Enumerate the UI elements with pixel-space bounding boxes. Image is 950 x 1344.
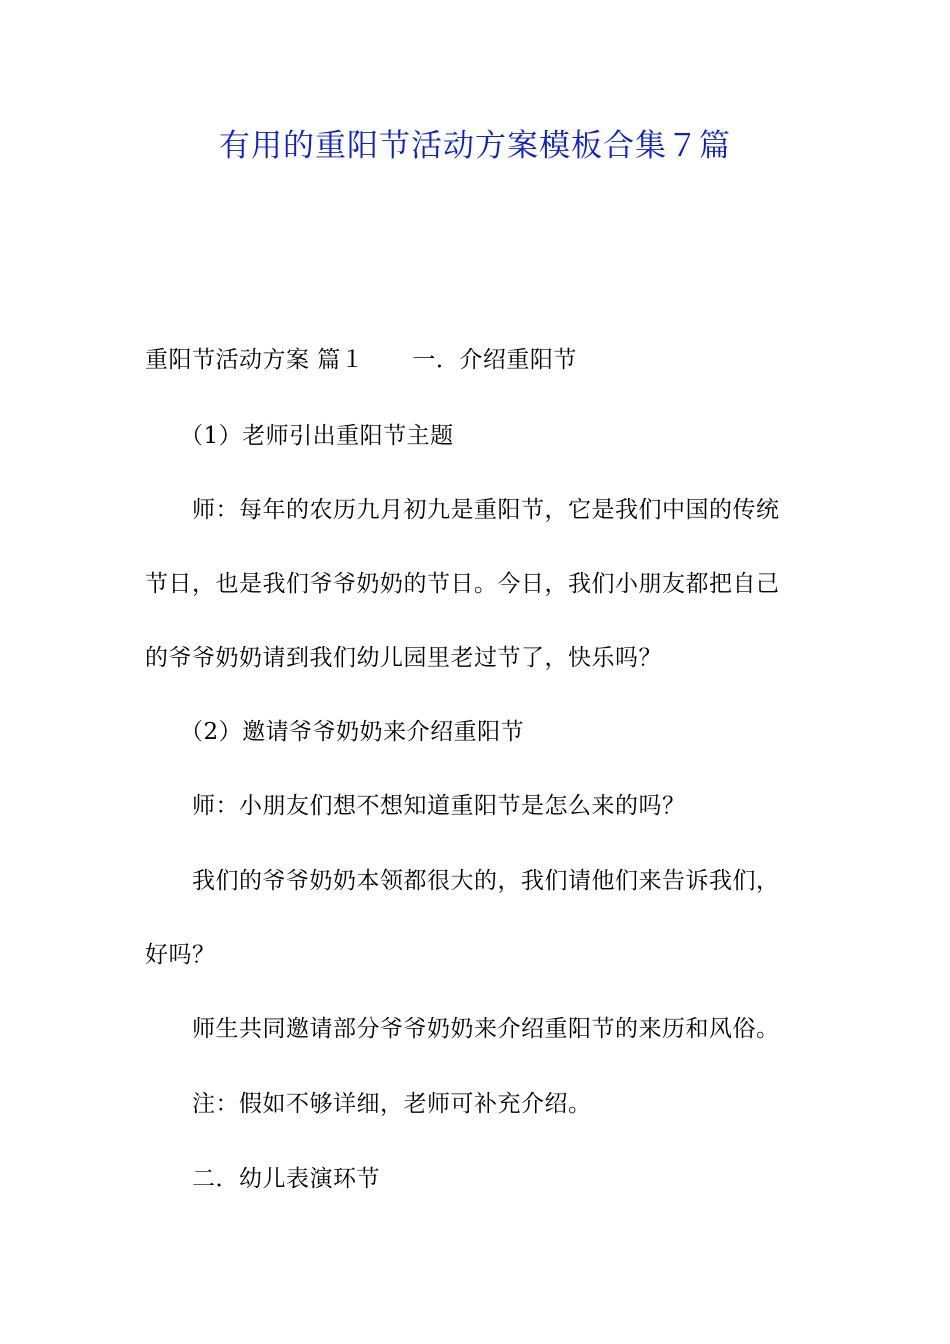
- paragraph-line-2: 师：每年的农历九月初九是重阳节，它是我们中国的传统: [192, 497, 780, 523]
- paragraph-line-4: 的爷爷奶奶请到我们幼儿园里老过节了，快乐吗？: [145, 645, 662, 671]
- paragraph-line-6: 师：小朋友们想不想知道重阳节是怎么来的吗？: [192, 793, 686, 819]
- document-title: 有用的重阳节活动方案模板合集７篇: [219, 128, 731, 164]
- section-first-item: 一．介绍重阳节: [412, 347, 577, 373]
- paragraph-line-7: 我们的爷爷奶奶本领都很大的，我们请他们来告诉我们，: [192, 868, 780, 894]
- paragraph-line-10: 注：假如不够详细，老师可补充介绍。: [192, 1091, 592, 1117]
- paragraph-line-8: 好吗？: [145, 942, 216, 968]
- paragraph-line-1: （1）老师引出重阳节主题: [180, 423, 454, 449]
- paragraph-line-3: 节日，也是我们爷爷奶奶的节日。今日，我们小朋友都把自己: [145, 571, 780, 597]
- section-heading-line: [145, 345, 577, 375]
- paragraph-line-5: （2）邀请爷爷奶奶来介绍重阳节: [180, 719, 525, 745]
- paragraph-line-9: 师生共同邀请部分爷爷奶奶来介绍重阳节的来历和风俗。: [192, 1016, 780, 1042]
- section-heading: 重阳节活动方案 篇１: [145, 347, 365, 373]
- paragraph-line-11: 二．幼儿表演环节: [192, 1166, 380, 1192]
